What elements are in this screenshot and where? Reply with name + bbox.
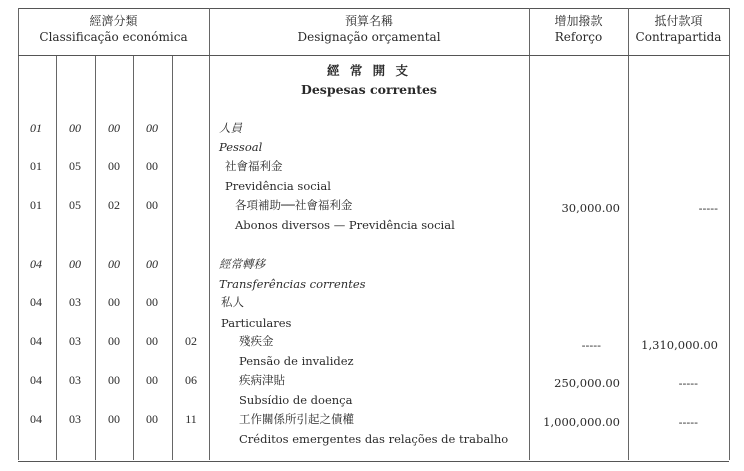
code-cell: 03 [69, 373, 81, 387]
code-cell: 03 [69, 334, 81, 348]
code-cell: 00 [108, 121, 120, 135]
code-cell: 00 [146, 295, 158, 309]
code-col-rule [172, 55, 173, 460]
designation-zh: 工作關係所引起之債權 [239, 412, 354, 426]
code-cell: 04 [30, 373, 42, 387]
designation-zh: 社會福利金 [225, 159, 283, 173]
designation-zh: 各項補助──社會福利金 [235, 198, 353, 212]
contrapartida-value: ----- [678, 376, 698, 390]
contrapartida-value: ----- [698, 201, 718, 215]
code-cell: 00 [146, 334, 158, 348]
code-cell: 00 [146, 198, 158, 212]
col-rule [628, 8, 629, 460]
reforco-value: ----- [581, 338, 601, 352]
code-cell: 00 [146, 159, 158, 173]
reforco-value: 250,000.00 [554, 376, 620, 390]
code-cell: 00 [146, 412, 158, 426]
col-rule [729, 8, 730, 460]
designation-zh: 殘疾金 [239, 334, 274, 348]
code-cell: 00 [108, 257, 120, 271]
code-cell: 00 [108, 373, 120, 387]
designation-zh: 人員 [219, 121, 242, 135]
code-cell: 02 [108, 198, 120, 212]
header-classification [18, 14, 209, 45]
header-classification-zh: 經濟分類 [89, 14, 138, 28]
code-cell: 04 [30, 257, 42, 271]
code-cell: 00 [69, 121, 81, 135]
header-designation-zh: 預算名稱 [344, 14, 393, 28]
code-cell: 00 [146, 121, 158, 135]
code-cell: 03 [69, 295, 81, 309]
code-cell: 06 [185, 373, 197, 387]
header-reforco-pt: Reforço [554, 30, 603, 44]
header-reforco-zh: 增加撥款 [554, 14, 603, 28]
designation-zh: 疾病津貼 [239, 373, 285, 387]
code-cell: 11 [185, 412, 197, 426]
section-title-pt: Despesas correntes [301, 82, 437, 97]
header-rule [18, 55, 729, 56]
designation-zh: 私人 [221, 295, 244, 309]
designation-pt: Pessoal [219, 140, 263, 154]
code-cell: 01 [30, 121, 42, 135]
code-cell: 04 [30, 334, 42, 348]
designation-pt: Abonos diversos — Previdência social [235, 218, 455, 232]
designation-pt: Transferências correntes [219, 277, 366, 291]
header-contrapartida [628, 14, 729, 45]
section-title-zh: 經 常 開 支 [326, 63, 412, 78]
designation-pt: Previdência social [225, 179, 331, 193]
header-classification-pt: Classificação económica [39, 30, 188, 44]
contrapartida-value: ----- [678, 415, 698, 429]
code-cell: 00 [146, 257, 158, 271]
designation-pt: Subsídio de doença [239, 393, 353, 407]
designation-pt: Créditos emergentes das relações de trabalho [239, 432, 509, 446]
code-cell: 00 [69, 257, 81, 271]
reforco-value: 30,000.00 [561, 201, 620, 215]
designation-pt: Pensão de invalidez [239, 354, 354, 368]
reforco-value: 1,000,000.00 [543, 415, 620, 429]
code-cell: 00 [108, 159, 120, 173]
header-contrapartida-zh: 抵付款項 [654, 14, 703, 28]
code-cell: 05 [69, 198, 81, 212]
code-cell: 01 [30, 159, 42, 173]
code-cell: 02 [185, 334, 197, 348]
header-reforco [529, 14, 628, 45]
header-contrapartida-pt: Contrapartida [635, 30, 722, 44]
col-rule [18, 8, 19, 460]
code-cell: 00 [108, 295, 120, 309]
code-cell: 00 [146, 373, 158, 387]
code-cell: 04 [30, 295, 42, 309]
contrapartida-value: 1,310,000.00 [641, 338, 718, 352]
designation-zh: 經常轉移 [219, 257, 265, 271]
code-cell: 00 [108, 334, 120, 348]
header-designation [209, 14, 529, 45]
header-designation-pt: Designação orçamental [297, 30, 441, 44]
col-rule [529, 8, 530, 460]
code-cell: 04 [30, 412, 42, 426]
designation-pt: Particulares [221, 316, 292, 330]
code-cell: 05 [69, 159, 81, 173]
code-cell: 00 [108, 412, 120, 426]
code-cell: 01 [30, 198, 42, 212]
code-cell: 03 [69, 412, 81, 426]
